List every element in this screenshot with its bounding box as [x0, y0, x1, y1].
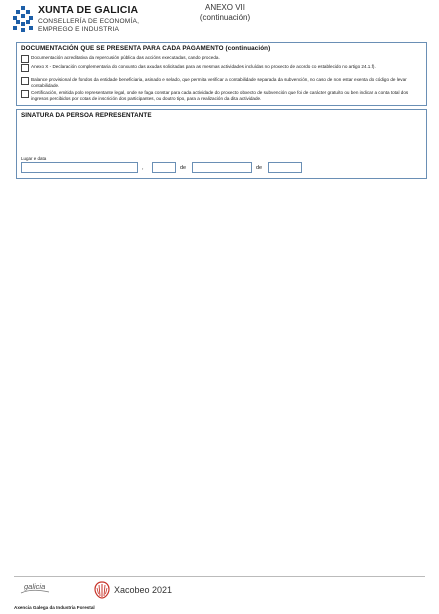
footer-divider: [14, 576, 425, 577]
xacobeo-logo-text: Xacobeo 2021: [114, 585, 173, 595]
annex-subtitle: (continuación): [199, 13, 251, 22]
document-item: [21, 77, 421, 89]
documents-section-title: DOCUMENTACIÓN QUE SE PRESENTA PARA CADA PAGAMENTO (continuación): [21, 45, 271, 52]
document-checkbox[interactable]: [21, 90, 29, 98]
org-title: XUNTA DE GALICIA: [38, 4, 139, 16]
department-line-1: CONSELLERÍA DE ECONOMÍA,: [38, 18, 140, 25]
document-item-text: Balance provisional de fondos da entidade beneficiaria, asinado e selado, que permita verificar a contabilidade separada da subvención, no caso de non estar exenta do código de levar contabilidade.: [31, 77, 407, 88]
annex-title: ANEXO VII: [204, 3, 245, 12]
department-line-2: EMPREGO E INDUSTRIA: [38, 26, 120, 33]
signature-section-title: SINATURA DA PERSOA REPRESENTANTE: [21, 112, 152, 119]
day-field[interactable]: [152, 162, 176, 173]
document-item: [21, 64, 421, 70]
document-item-text: Anexo X - Declaración complementaria do conxunto das axudas solicitadas para as mesmas actividades incluídas no proxecto de acordo co establecido no artigo 24.1.f).: [31, 64, 376, 69]
comma-separator: ,: [142, 165, 144, 171]
document-checkbox[interactable]: [21, 55, 29, 63]
xacobeo-shell-icon: [94, 581, 110, 599]
document-item: [21, 90, 421, 102]
month-field[interactable]: [192, 162, 252, 173]
documents-section: [16, 42, 427, 106]
galicia-logo-text: galicia: [24, 582, 46, 591]
de-separator: de: [180, 165, 187, 171]
agency-name: Axencia Galega da Industria Forestal: [14, 605, 95, 610]
document-item: [21, 55, 421, 61]
galicia-swoosh-icon: [20, 586, 50, 594]
xunta-logo-icon: [12, 5, 34, 33]
signature-section: [16, 109, 427, 179]
document-item-text: Documentación acreditativa da repercusión pública das accións executadas, cando proceda.: [31, 55, 220, 60]
year-field[interactable]: [268, 162, 302, 173]
annex-heading: [170, 3, 280, 23]
document-checkbox[interactable]: [21, 64, 29, 72]
document-item-text: Certificación, emitida polo representante legal, onde se faga constar para cada actividade do proxecto obxecto de subvención que foi de carácter gratuíto ou ben indicar a conta total dos ingresos percibidos por cotas de inscrición dos participantes, ou doutro tipo, para a realización da dita actividade.: [31, 90, 409, 101]
place-date-label: Lugar e data: [21, 156, 47, 161]
de-separator: de: [256, 165, 263, 171]
place-field[interactable]: [21, 162, 138, 173]
document-checkbox[interactable]: [21, 77, 29, 85]
